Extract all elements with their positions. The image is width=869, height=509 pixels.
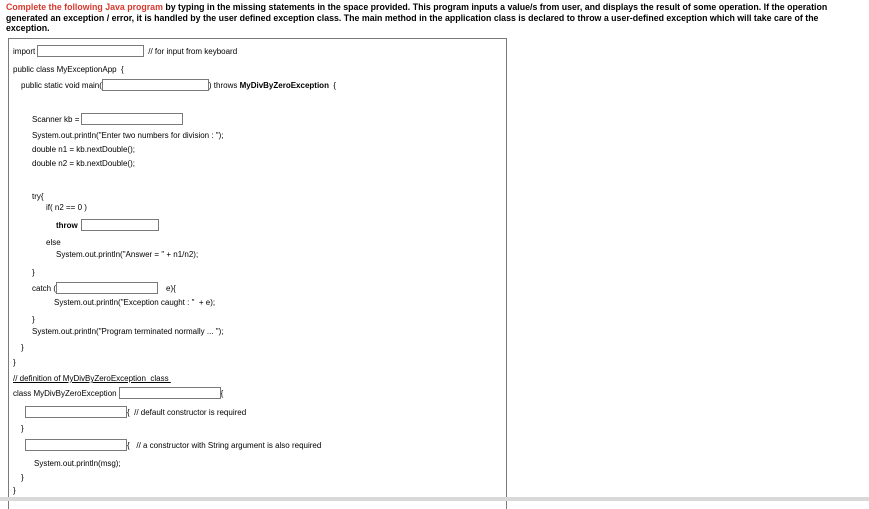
extends-input[interactable] (119, 387, 221, 399)
throw-line (56, 219, 159, 231)
close-brace: } (32, 268, 35, 277)
code-panel (8, 38, 507, 509)
default-constructor-input[interactable] (25, 406, 127, 418)
string-constructor-input[interactable] (25, 439, 127, 451)
answer-line: System.out.println("Answer = " + n1/n2); (56, 250, 199, 259)
import-keyword: import (13, 46, 36, 56)
catch-keyword: catch ( (32, 283, 57, 293)
ctor1-brace: { (127, 407, 130, 417)
close-brace: } (21, 343, 24, 352)
main-signature: public static void main( (21, 80, 102, 90)
definition-comment-text: // definition of MyDivByZeroException class (13, 374, 171, 383)
try-line: try{ (32, 192, 44, 201)
close-brace: } (13, 358, 16, 367)
close-brace: } (21, 473, 24, 482)
terminated-line: System.out.println("Program terminated normally ... "); (32, 327, 224, 336)
main-exception-name: MyDivByZeroException (239, 80, 329, 90)
ctor1-comment: // default constructor is required (129, 407, 247, 417)
ctor2-brace: { (127, 440, 130, 450)
else-line: else (46, 238, 61, 247)
class2-decl: class MyDivByZeroException (13, 388, 117, 398)
caught-line: System.out.println("Exception caught : " + e); (54, 298, 216, 307)
println-enter: System.out.println("Enter two numbers for division : "); (32, 131, 224, 140)
close-brace: } (32, 315, 35, 324)
println-msg: System.out.println(msg); (34, 459, 121, 468)
main-throws: ) throws (208, 80, 240, 90)
import-comment: // for input from keyboard (148, 46, 238, 56)
main-args-input[interactable] (102, 79, 209, 91)
catch-line (32, 282, 176, 294)
instructions (6, 2, 862, 34)
main-method-line (21, 79, 336, 91)
ctor2-line (25, 439, 321, 451)
instructions-highlight: Complete the following Java program (6, 2, 163, 12)
instructions-text: by typing in the missing statements in the space provided. This program inputs a value/s from user, and displays the result of some operation. If the operation generated an exception / error, it is handled by the user defined exception class. The main method in the application class is declared to throw a user-defined exception which will take care of the exception. (6, 2, 828, 34)
class2-brace: { (220, 388, 224, 398)
horizontal-scrollbar[interactable] (0, 497, 869, 501)
scanner-line (32, 113, 183, 125)
ctor1-line (25, 406, 246, 418)
ctor2-comment: // a constructor with String argument is also required (129, 440, 322, 450)
throw-input[interactable] (81, 219, 159, 231)
definition-comment (13, 373, 171, 384)
n2-line: double n2 = kb.nextDouble(); (32, 159, 135, 168)
class2-line (13, 387, 223, 399)
catch-var: e){ (166, 283, 176, 293)
import-input[interactable] (37, 45, 144, 57)
class-declaration: public class MyExceptionApp { (13, 65, 124, 74)
close-brace: } (21, 424, 24, 433)
if-line: if( n2 == 0 ) (46, 203, 87, 212)
catch-type-input[interactable] (56, 282, 158, 294)
scanner-input[interactable] (81, 113, 183, 125)
throw-keyword: throw (56, 220, 78, 230)
scanner-text: Scanner kb = (32, 114, 80, 124)
close-brace: } (13, 486, 16, 495)
main-brace: { (328, 80, 337, 90)
import-line (13, 45, 237, 57)
n1-line: double n1 = kb.nextDouble(); (32, 145, 135, 154)
